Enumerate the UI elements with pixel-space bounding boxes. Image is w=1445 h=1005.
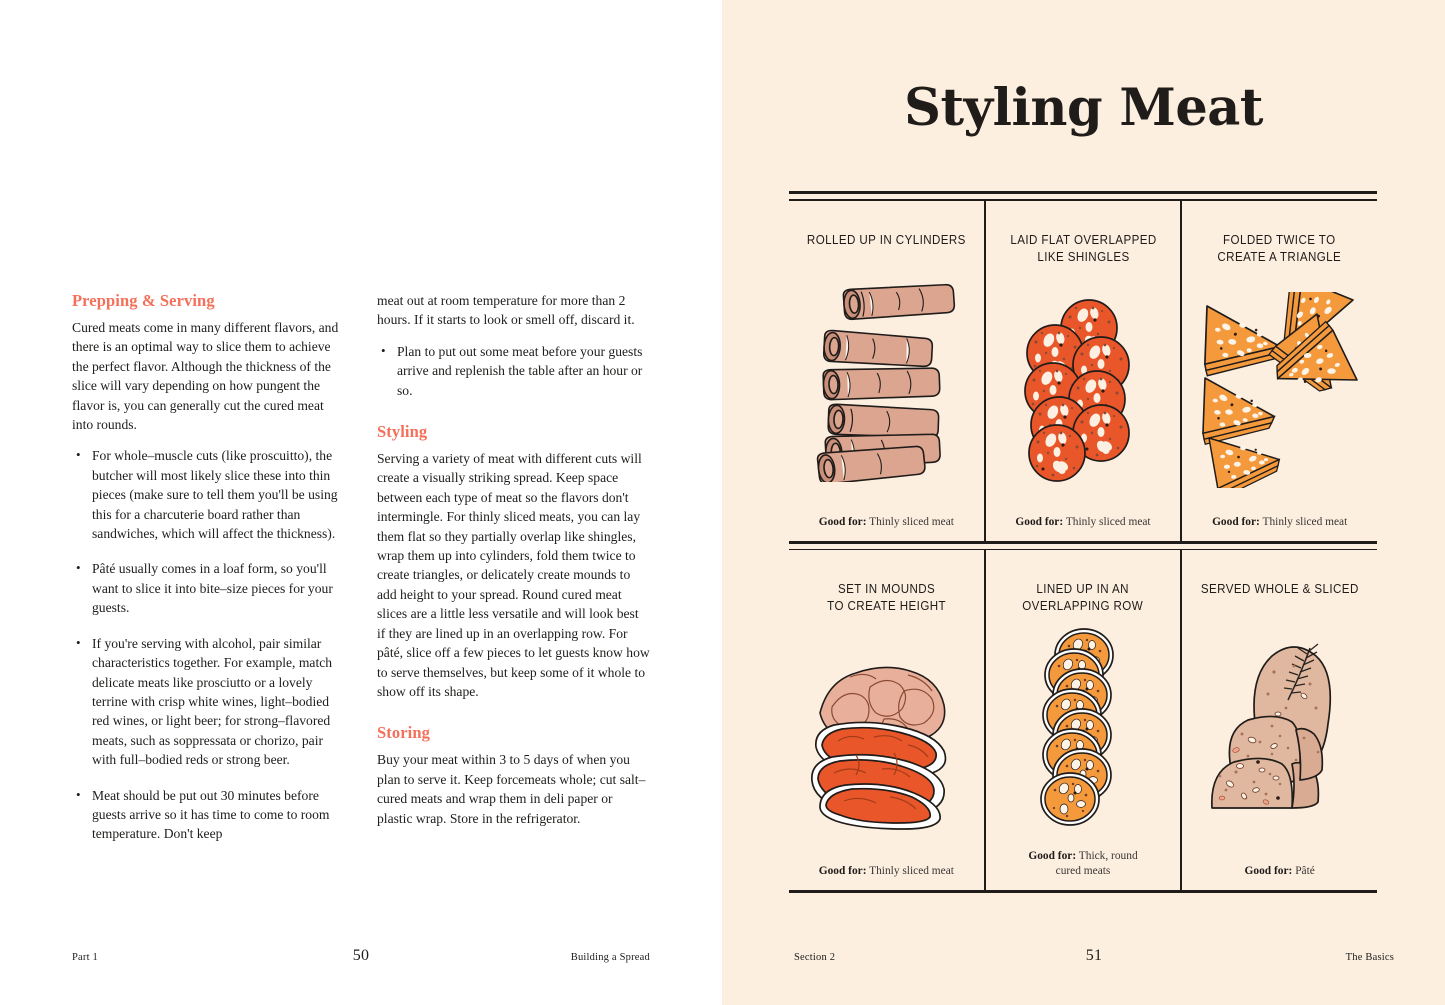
page-number: 50 xyxy=(352,947,370,964)
left-page-footer xyxy=(72,947,650,965)
prepping-serving-paragraph: Cured meats come in many different flavors, and there is an optimal way to slice them to achieve the perfect flavor. Although the thickness of the slice will vary depending on how pungent the flavor is, you can generally cut the cured meat into rounds. xyxy=(72,320,339,433)
cell-title: FOLDED TWICE TO CREATE A TRIANGLE xyxy=(1217,232,1342,264)
good-for-value: Thinly sliced meat xyxy=(1065,515,1151,528)
serving-bullet-list xyxy=(377,342,650,400)
good-for-caption xyxy=(1212,515,1347,541)
good-for-label: Good for: xyxy=(818,515,867,528)
right-page-footer xyxy=(794,947,1394,965)
divider-mid-thick xyxy=(789,541,1377,544)
good-for-caption xyxy=(819,515,954,541)
salami-shingles-icon xyxy=(986,266,1181,515)
column-one xyxy=(72,291,345,860)
left-page xyxy=(0,0,722,1005)
prepping-serving-heading: Prepping & Serving xyxy=(72,291,215,310)
cell-folded-twice-triangle xyxy=(1182,201,1377,541)
page-number: 51 xyxy=(1085,947,1103,964)
prepping-bullet-list xyxy=(72,446,345,843)
storing-heading: Storing xyxy=(377,723,430,743)
grid-row-one xyxy=(789,201,1377,541)
cell-title: SERVED WHOLE & SLICED xyxy=(1200,582,1359,597)
good-for-label: Good for: xyxy=(1212,515,1260,528)
divider-bottom-thick xyxy=(789,890,1377,893)
right-page xyxy=(722,0,1445,1005)
styling-paragraph: Serving a variety of meat with different cuts will create a visually striking spread. Keep space between each type of meat so the flavors don't intermingle. For thinly sliced meats, you can lay them flat so they partially overlap like shingles, wrap them up into cylinders, fold them twice to create triangles, or delicately create mounds to add height to your spread. Round cured meat slices are a little less versatile and will look best if they are lined up in an overlapping row. For pâté, slice off a few pieces to let guests know how to serve themselves, but keep some of it whole to show off its shape. xyxy=(377,451,650,699)
cell-rolled-up-in-cylinders xyxy=(789,201,986,541)
folded-triangles-icon xyxy=(1182,266,1377,515)
list-item: • If you're serving with alcohol, pair similar characteristics together. For example, match delicate meats like prosciutto or a lovely terrine with crisp white wines, light–bodied red wines, or light beer; for strong–flavored meats, such as soppressata or chorizo, pair with full–bodied reds or strong beer. xyxy=(72,634,345,770)
good-for-label: Good for: xyxy=(1028,850,1077,863)
prosciutto-rolls-icon xyxy=(789,249,984,515)
column-two xyxy=(377,291,650,860)
footer-section-label: Section 2 xyxy=(794,952,836,963)
good-for-label: Good for: xyxy=(1015,515,1064,528)
grid-row-two xyxy=(789,550,1377,890)
styling-heading: Styling xyxy=(377,422,428,442)
list-item: • For whole–muscle cuts (like proscuitto), the butcher will most likely slice these into thin pieces (make sure to tell them you'll be using this for a charcuterie board rather than sandwiches, which will affect the thickness). xyxy=(72,446,345,543)
page-title: Styling Meat xyxy=(904,78,1263,138)
good-for-caption xyxy=(1028,849,1137,890)
pate-loaf-icon xyxy=(1182,598,1377,864)
continuation-paragraph: meat out at room temperature for more than 2 hours. If it starts to look or smell off, discard it. xyxy=(377,293,635,328)
footer-part-label: Part 1 xyxy=(72,952,98,963)
good-for-value: Thinly sliced meat xyxy=(869,515,954,528)
cell-title: SET IN MOUNDS TO CREATE HEIGHT xyxy=(826,582,946,614)
cell-laid-flat-overlapped xyxy=(986,201,1183,541)
good-for-value: Pâté xyxy=(1295,865,1315,878)
good-for-label: Good for: xyxy=(818,865,867,878)
good-for-value: Thinly sliced meat xyxy=(869,865,954,878)
footer-chapter-label: Building a Spread xyxy=(570,952,650,963)
footer-chapter-label: The Basics xyxy=(1345,952,1394,963)
good-for-value: Thinly sliced meat xyxy=(1262,515,1348,528)
cell-title: LAID FLAT OVERLAPPED LIKE SHINGLES xyxy=(1009,232,1157,264)
good-for-label: Good for: xyxy=(1244,865,1293,878)
list-item: • Pâté usually comes in a loaf form, so you'll want to slice it into bite–size pieces for your guests. xyxy=(72,559,345,617)
list-item: • Meat should be put out 30 minutes before guests arrive so it has time to come to room temperature. Don't keep xyxy=(72,786,345,844)
styling-grid xyxy=(789,191,1377,893)
text-columns xyxy=(72,291,650,860)
overlapping-row-icon xyxy=(986,615,1181,849)
storing-paragraph: Buy your meat within 3 to 5 days of when you plan to serve it. Keep forcemeats whole; cut salt–cured meats and wrap them in deli paper or plastic wrap. Store in the refrigerator. xyxy=(377,752,646,826)
good-for-value: Thick, round cured meats xyxy=(1055,850,1138,878)
meat-mounds-icon xyxy=(789,615,984,864)
cell-title: LINED UP IN AN OVERLAPPING ROW xyxy=(1022,582,1144,614)
cell-lined-up-overlapping-row xyxy=(986,550,1183,890)
good-for-caption xyxy=(1015,515,1150,541)
divider-top-thick xyxy=(789,191,1377,194)
cell-served-whole-and-sliced xyxy=(1182,550,1377,890)
cell-title: ROLLED UP IN CYLINDERS xyxy=(806,232,966,247)
list-item: • Plan to put out some meat before your guests arrive and replenish the table after an hour or so. xyxy=(377,342,650,400)
good-for-caption xyxy=(1245,864,1315,890)
good-for-caption xyxy=(819,864,954,890)
cell-set-in-mounds xyxy=(789,550,986,890)
